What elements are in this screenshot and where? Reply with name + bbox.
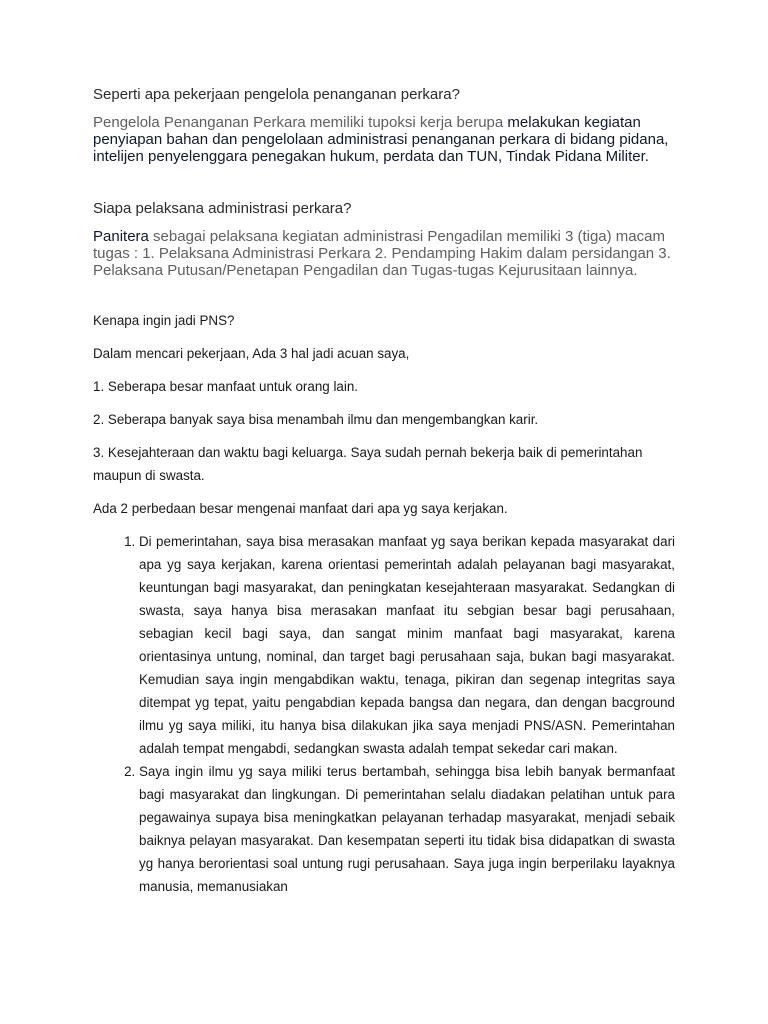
answer-panitera-description: sebagai pelaksana kegiatan administrasi Pengadilan memiliki 3 (tiga) macam tugas : 1. Pelaksana Administrasi Perkara 2. Pendamping Hakim dalam persidangan 3. Pelaksana Putusan/Penetapan Pengadilan dan Tugas-tugas Kejurusitaan lainnya.	[93, 228, 671, 279]
reason-item-2: 2. Saya ingin ilmu yg saya miliki terus bertambah, sehingga bisa lebih banyak bermanfaat bagi masyarakat dan lingkungan. Di pemerintahan selalu diadakan pelatihan untuk para pegawainya supaya bisa meningkatkan pelayanan terhadap masyarakat, menjadi sebaik baiknya pelayan masyarakat. Dan kesempatan seperti itu tidak bisa didapatkan di swasta yg hanya berorientasi soal untung rugi perusahaan. Saya juga ingin berperilaku layaknya manusia, memanusiakan	[139, 760, 675, 898]
reason-item-1: 1. Di pemerintahan, saya bisa merasakan manfaat yg saya berikan kepada masyarakat dari apa yg saya kerjakan, karena orientasi pemerintah adalah pelayanan bagi masyarakat, keuntungan bagi masyarakat, dan peningkatan kesejahteraan masyarakat. Sedangkan di swasta, saya hanya bisa merasakan manfaat itu sebgian besar bagi perusahaan, sebagian kecil bagi saya, dan sangat minim manfaat bagi masyarakat, karena orientasinya untung, nominal, dan target bagi perusahaan saja, bukan bagi masyarakat. Kemudian saya ingin mengabdikan waktu, tenaga, pikiran dan segenap integritas saya ditempat yg tepat, yaitu pengabdian kepada bangsa dan negara, dan dengan bacground ilmu yg saya miliki, itu hanya bisa dilakukan jika saya menjadi PNS/ASN. Pemerintahan adalah tempat mengabdi, sedangkan swasta adalah tempat sekedar cari makan.	[139, 530, 675, 760]
answer-pelaksana-administrasi	[93, 228, 675, 279]
point-2: 2. Seberapa banyak saya bisa menambah ilmu dan mengembangkan karir.	[93, 412, 539, 427]
heading-pelaksana-administrasi: Siapa pelaksana administrasi perkara?	[93, 200, 352, 217]
question-kenapa-pns: Kenapa ingin jadi PNS?	[93, 313, 235, 328]
heading-pengelola-perkara: Seperti apa pekerjaan pengelola penanganan perkara?	[93, 86, 460, 103]
answer-panitera-term: Panitera	[93, 228, 149, 245]
answer-pengelola-highlight: melakukan kegiatan penyiapan bahan dan pengelolaan administrasi penanganan perkara di bidang pidana, intelijen penyelenggara penegakan hukum, perdata dan TUN, Tindak Pidana Militer.	[93, 114, 669, 165]
point-1: 1. Seberapa besar manfaat untuk orang lain.	[93, 379, 359, 394]
summary-perbedaan: Ada 2 perbedaan besar mengenai manfaat dari apa yg saya kerjakan.	[93, 501, 508, 516]
answer-pengelola-lead: Pengelola Penanganan Perkara memiliki tupoksi kerja berupa	[93, 114, 508, 131]
answer-pengelola-perkara	[93, 114, 675, 165]
intro-acuan: Dalam mencari pekerjaan, Ada 3 hal jadi acuan saya,	[93, 346, 410, 361]
point-3: 3. Kesejahteraan dan waktu bagi keluarga. Saya sudah pernah bekerja baik di pemerintahan maupun di swasta.	[93, 445, 643, 483]
reasons-list	[93, 530, 675, 898]
